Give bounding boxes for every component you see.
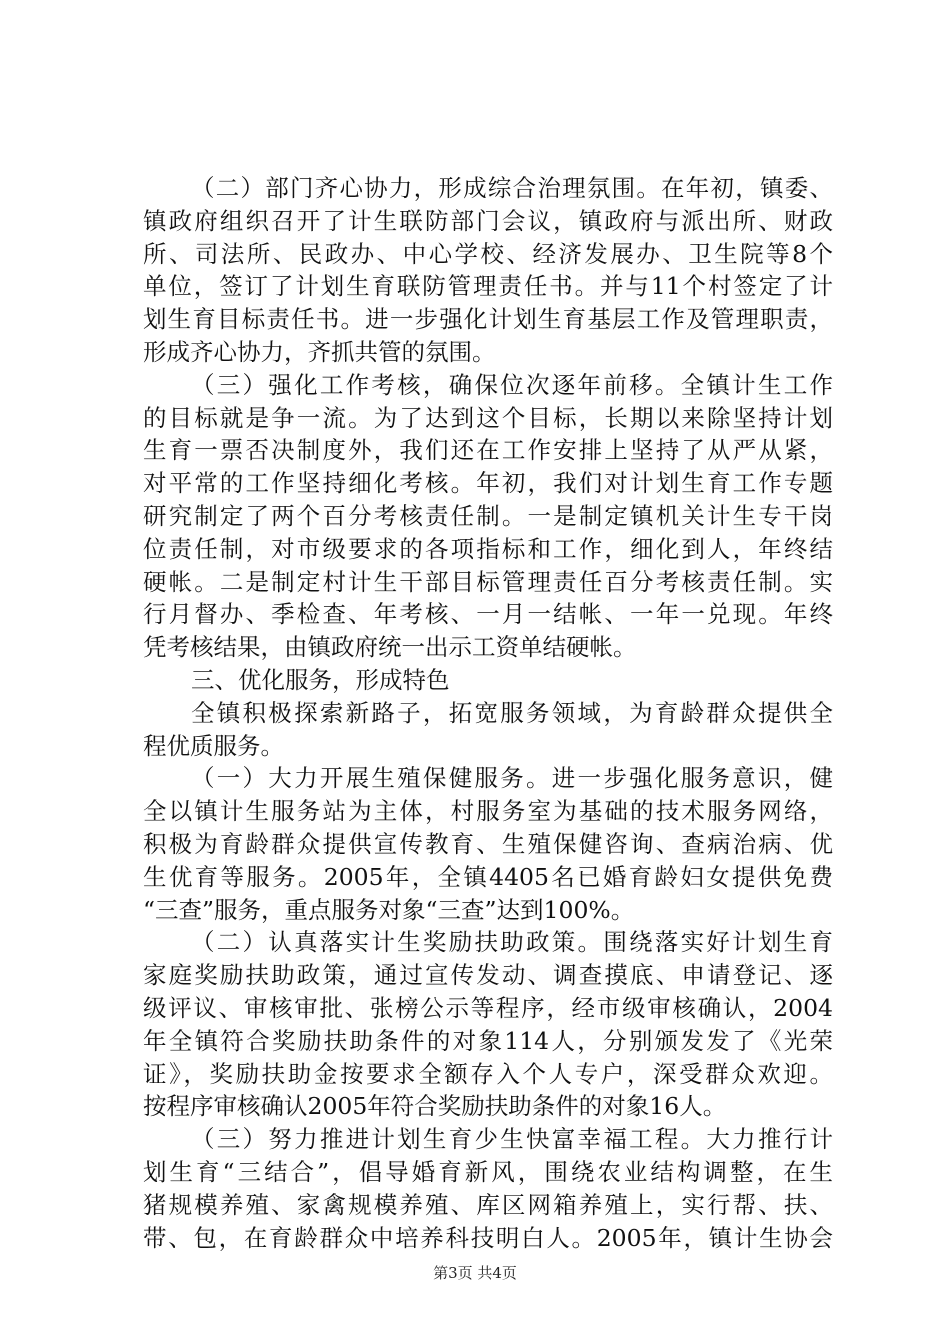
text-line: 镇政府组织召开了计生联防部门会议，镇政府与派出所、财政 xyxy=(143,206,833,235)
text-line: 三、优化服务，形成特色 xyxy=(191,665,450,694)
text-line: 年全镇符合奖励扶助条件的对象114人，分别颁发发了《光荣 xyxy=(143,1026,833,1055)
text-line: 划生育目标责任书。进一步强化计划生育基层工作及管理职责， xyxy=(143,305,833,334)
text-line: 所、司法所、民政办、中心学校、经济发展办、卫生院等8个 xyxy=(143,239,833,268)
text-line: 研究制定了两个百分考核责任制。一是制定镇机关计生专干岗 xyxy=(143,501,833,530)
text-line: 单位，签订了计划生育联防管理责任书。并与11个村签定了计 xyxy=(143,272,833,301)
page-footer xyxy=(0,1262,950,1283)
text-line: 的目标就是争一流。为了达到这个目标，长期以来除坚持计划 xyxy=(143,403,833,432)
text-line: 猪规模养殖、家禽规模养殖、库区网箱养殖上，实行帮、扶、 xyxy=(143,1190,833,1219)
text-line: 位责任制，对市级要求的各项指标和工作，细化到人，年终结 xyxy=(143,534,833,563)
text-line: （三）努力推进计划生育少生快富幸福工程。大力推行计 xyxy=(191,1125,833,1154)
text-line: 全镇积极探索新路子，拓宽服务领域，为育龄群众提供全 xyxy=(191,698,833,727)
text-line: 硬帐。二是制定村计生干部目标管理责任百分考核责任制。实 xyxy=(143,567,833,596)
text-line: 全以镇计生服务站为主体，村服务室为基础的技术服务网络， xyxy=(143,797,833,826)
text-line: 凭考核结果，由镇政府统一出示工资单结硬帐。 xyxy=(143,633,637,662)
text-line: （二）部门齐心协力，形成综合治理氛围。在年初，镇委、 xyxy=(191,174,833,202)
text-line: 程优质服务。 xyxy=(143,731,284,760)
text-line: 证》，奖励扶助金按要求全额存入个人专户，深受群众欢迎。 xyxy=(143,1059,833,1088)
text-line: （三）强化工作考核，确保位次逐年前移。全镇计生工作 xyxy=(191,370,833,399)
text-line: 积极为育龄群众提供宣传教育、生殖保健咨询、查病治病、优 xyxy=(143,829,833,858)
page-number: 第3页 共4页 xyxy=(433,1264,517,1282)
text-line: 生育一票否决制度外，我们还在工作安排上坚持了从严从紧， xyxy=(143,436,833,465)
text-line: 对平常的工作坚持细化考核。年初，我们对计划生育工作专题 xyxy=(143,469,833,498)
text-line: 生优育等服务。2005年，全镇4405名已婚育龄妇女提供免费 xyxy=(143,862,833,891)
text-line: （二）认真落实计生奖励扶助政策。围绕落实好计划生育 xyxy=(191,928,833,957)
text-line: 家庭奖励扶助政策，通过宣传发动、调查摸底、申请登记、逐 xyxy=(143,961,833,990)
document-body xyxy=(143,172,833,1254)
text-line: 按程序审核确认2005年符合奖励扶助条件的对象16人。 xyxy=(143,1092,727,1121)
text-line: 带、包，在育龄群众中培养科技明白人。2005年，镇计生协会 xyxy=(143,1223,833,1252)
text-line: （一）大力开展生殖保健服务。进一步强化服务意识，健 xyxy=(191,764,833,793)
text-line: 行月督办、季检查、年考核、一月一结帐、一年一兑现。年终 xyxy=(143,600,833,629)
text-line: 划生育“三结合”，倡导婚育新风，围绕农业结构调整，在生 xyxy=(143,1157,833,1186)
text-line: “三查”服务，重点服务对象“三查”达到100%。 xyxy=(143,895,635,924)
text-line: 形成齐心协力，齐抓共管的氛围。 xyxy=(143,337,496,366)
text-line: 级评议、审核审批、张榜公示等程序，经市级审核确认，2004 xyxy=(143,993,833,1022)
